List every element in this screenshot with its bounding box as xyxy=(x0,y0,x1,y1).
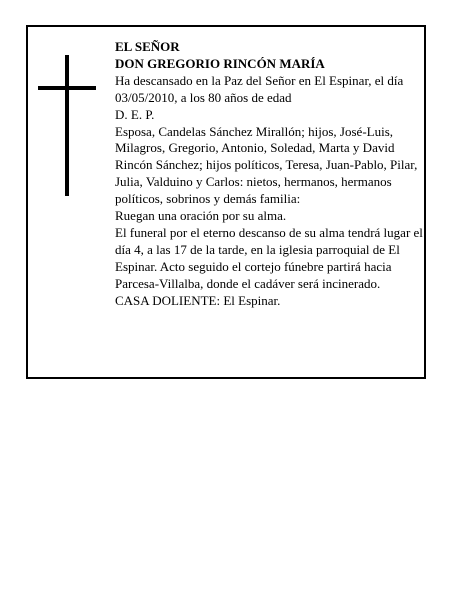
cross-vertical-bar xyxy=(65,55,69,196)
title-line-1: EL SEÑOR xyxy=(115,39,180,54)
family-list: Esposa, Candelas Sánchez Mirallón; hijos, José-Luis, Milagros, Gregorio, Antonio, Soledad, Marta y David Rincón Sánchez; hijos políticos, Teresa, Juan-Pablo, Pilar, Julia, Valduino y Carlos: nietos, hermanos, hermanos políticos, sobrinos y demás familia: xyxy=(115,123,418,207)
mourning-house: CASA DOLIENTE: El Espinar. xyxy=(115,292,281,308)
deceased-name: DON GREGORIO RINCÓN MARÍA xyxy=(115,55,325,71)
cross-horizontal-bar xyxy=(38,86,96,90)
funeral-details: El funeral por el eterno descanso de su alma tendrá lugar el día 4, a las 17 de la tarde, en la iglesia parroquial de El Espinar. Acto seguido el cortejo fúnebre partirá hacia Parcesa-Villalba, donde el cadáver será incinerado. xyxy=(115,224,423,291)
prayer-request: Ruegan una oración por su alma. xyxy=(115,208,287,224)
obituary-text xyxy=(115,39,423,310)
rest-statement: Ha descansado en la Paz del Señor en El Espinar, el día 03/05/2010, a los 80 años de edad xyxy=(115,72,404,105)
rip-abbreviation: D. E. P. xyxy=(115,106,155,122)
